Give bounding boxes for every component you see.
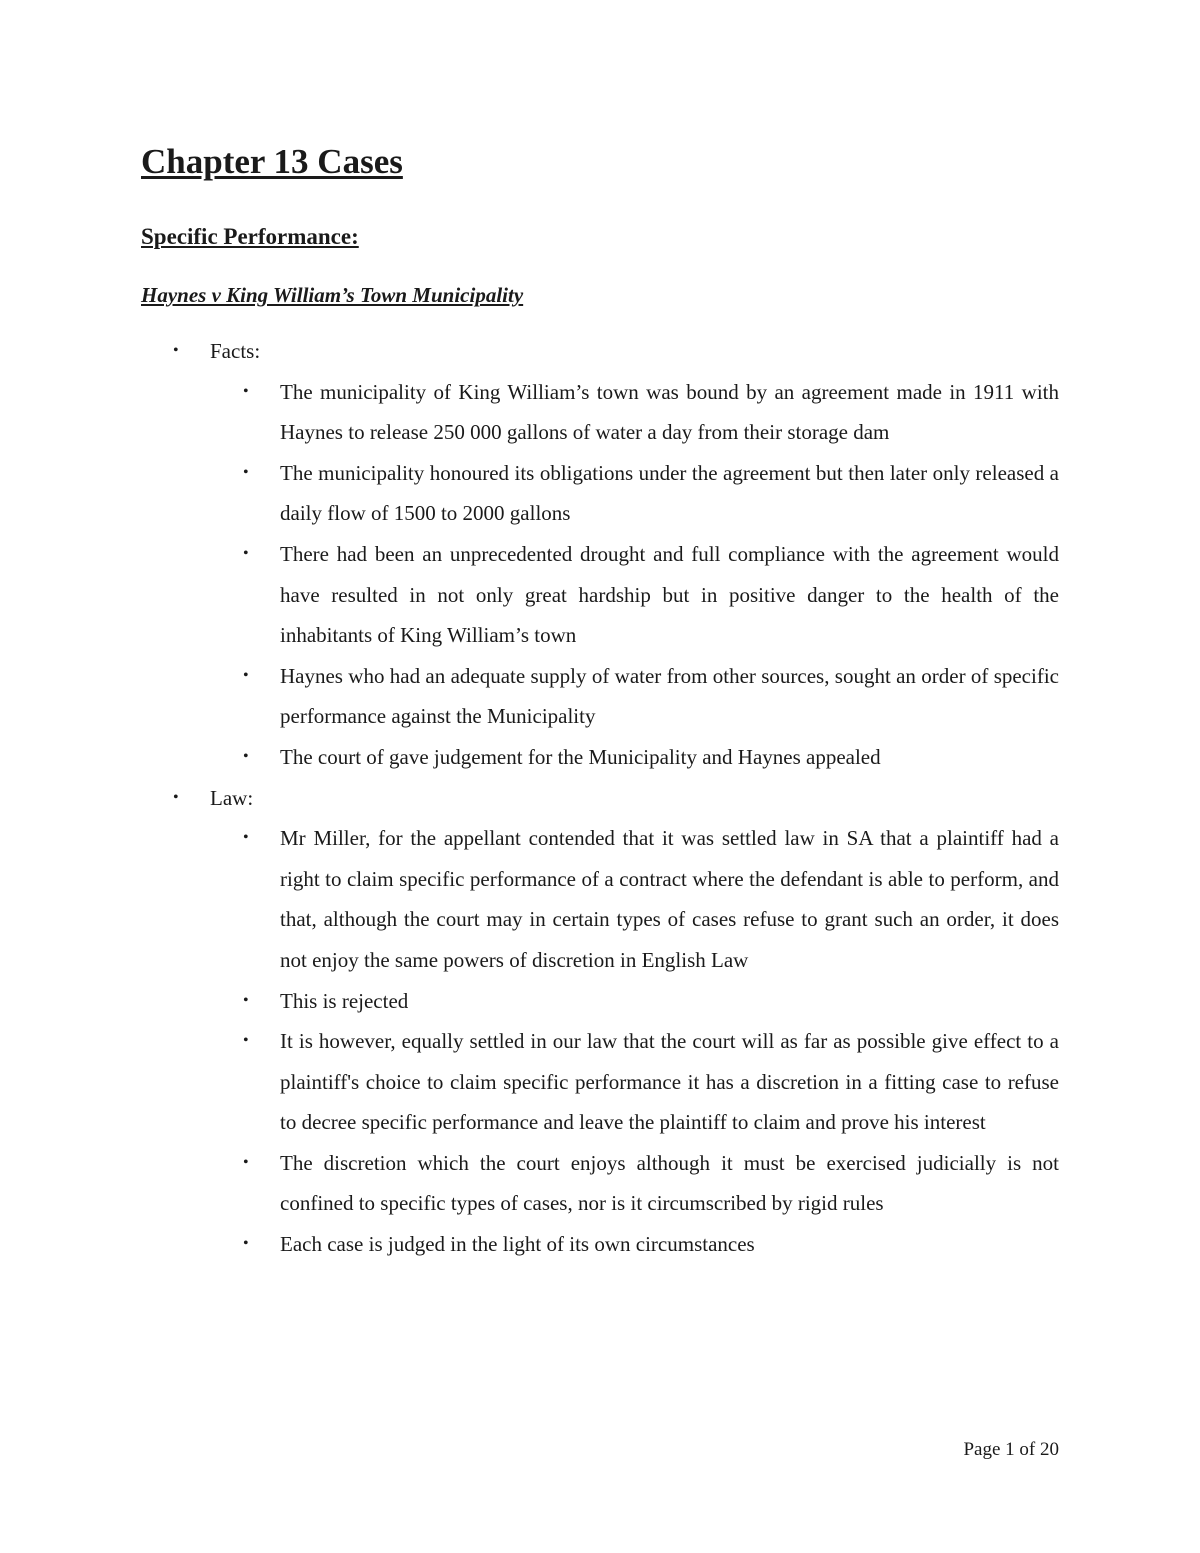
bullet-icon: • bbox=[173, 788, 179, 806]
bullet-icon: • bbox=[243, 829, 249, 847]
list-item-text: There had been an unprecedented drought and full compliance with the agreement would have resulted in not only great hardship but in positive danger to the health of the inhabitants of King William’s town bbox=[280, 541, 1059, 648]
bullet-icon: • bbox=[243, 463, 249, 481]
list-item bbox=[243, 818, 1059, 980]
list-item-text: Haynes who had an adequate supply of water from other sources, sought an order of specific performance against the Municipality bbox=[280, 663, 1059, 729]
list-item bbox=[243, 453, 1059, 534]
list-item bbox=[243, 981, 1059, 1022]
list-item bbox=[243, 372, 1059, 453]
case-outline bbox=[141, 331, 1059, 1265]
list-item bbox=[243, 1224, 1059, 1265]
bullet-icon: • bbox=[243, 544, 249, 562]
list-item bbox=[243, 656, 1059, 737]
facts-list bbox=[210, 372, 1059, 778]
list-item-text: The municipality honoured its obligations under the agreement but then later only released a daily flow of 1500 to 2000 gallons bbox=[280, 460, 1059, 526]
list-item-text: Each case is judged in the light of its own circumstances bbox=[280, 1232, 755, 1257]
bullet-icon: • bbox=[173, 342, 179, 359]
bullet-icon: • bbox=[243, 1032, 249, 1050]
outline-item-law bbox=[141, 778, 1059, 1265]
bullet-icon: • bbox=[243, 747, 249, 765]
outline-label-facts: Facts: bbox=[210, 339, 261, 363]
list-item bbox=[243, 1021, 1059, 1143]
bullet-icon: • bbox=[243, 1235, 249, 1253]
law-list bbox=[210, 818, 1059, 1265]
list-item bbox=[243, 1143, 1059, 1224]
bullet-icon: • bbox=[243, 991, 249, 1009]
chapter-title: Chapter 13 Cases bbox=[141, 142, 403, 181]
section-heading: Specific Performance: bbox=[141, 224, 359, 249]
list-item-text: The discretion which the court enjoys although it must be exercised judicially is not confined to specific types of cases, nor is it circumscribed by rigid rules bbox=[280, 1150, 1059, 1216]
list-item-text: This is rejected bbox=[280, 988, 409, 1013]
bullet-icon: • bbox=[243, 382, 249, 400]
list-item-text: It is however, equally settled in our law that the court will as far as possible give effect to a plaintiff's choice to claim specific performance it has a discretion in a fitting case to refuse to decree specific performance and leave the plaintiff to claim and prove his interest bbox=[280, 1029, 1059, 1135]
bullet-icon: • bbox=[243, 1153, 249, 1171]
page-number: Page 1 of 20 bbox=[963, 1439, 1059, 1460]
case-title: Haynes v King William’s Town Municipality bbox=[141, 283, 524, 307]
outline-item-facts bbox=[141, 331, 1059, 778]
list-item-text: Mr Miller, for the appellant contended that it was settled law in SA that a plaintiff had a right to claim specific performance of a contract where the defendant is able to perform, and that, although the court may in certain types of cases refuse to grant such an order, it does not enjoy the same powers of discretion in English Law bbox=[280, 826, 1059, 972]
list-item-text: The court of gave judgement for the Municipality and Haynes appealed bbox=[280, 744, 881, 769]
list-item-text: The municipality of King William’s town was bound by an agreement made in 1911 with Haynes to release 250 000 gallons of water a day from their storage dam bbox=[280, 379, 1059, 445]
outline-label-law: Law: bbox=[210, 785, 254, 810]
bullet-icon: • bbox=[243, 666, 249, 684]
list-item bbox=[243, 737, 1059, 778]
list-item bbox=[243, 534, 1059, 656]
